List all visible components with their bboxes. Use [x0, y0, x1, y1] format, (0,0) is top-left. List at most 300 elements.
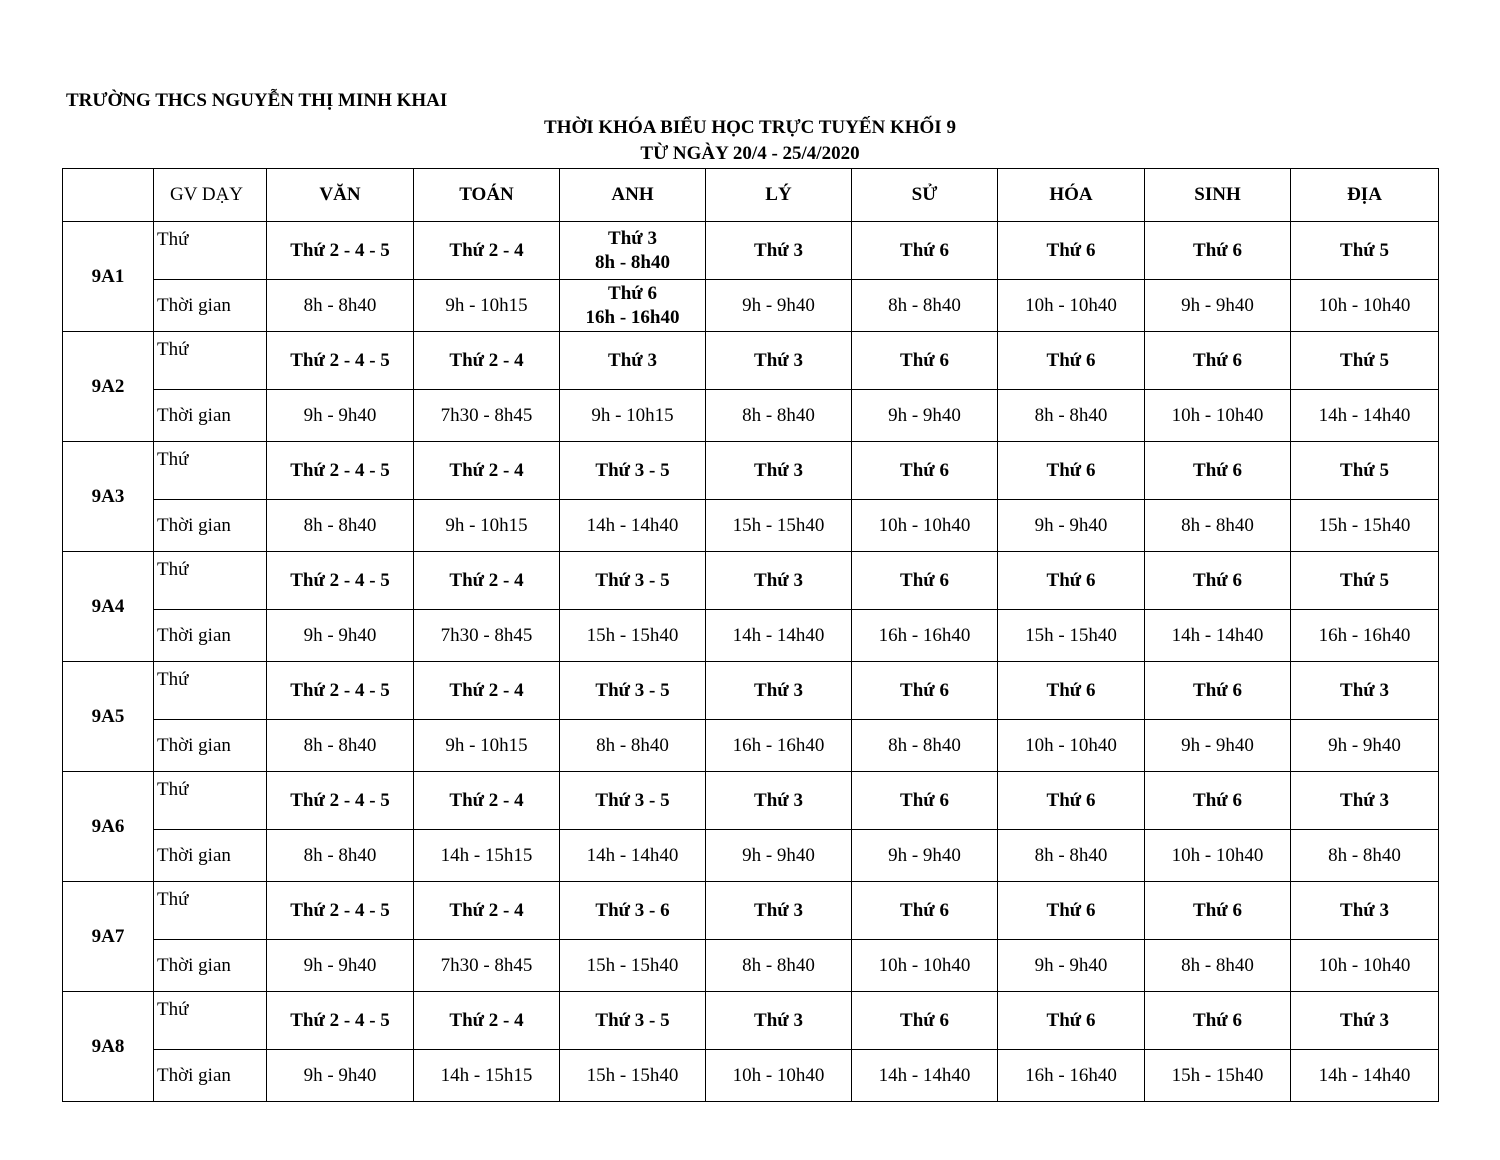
day-cell	[998, 992, 1145, 1050]
time-cell	[267, 280, 414, 332]
row-label-time: Thời gian	[154, 720, 267, 772]
time-text: 14h - 14h40	[732, 624, 825, 646]
time-text: 9h - 9h40	[303, 624, 377, 646]
day-cell	[414, 552, 560, 610]
time-cell	[1145, 390, 1291, 442]
time-cell	[998, 720, 1145, 772]
time-cell	[706, 830, 852, 882]
day-text: Thứ 6	[1193, 1009, 1242, 1031]
day-cell	[560, 662, 706, 720]
day-text: Thứ 3	[754, 349, 803, 371]
day-cell	[1291, 882, 1439, 940]
day-cell	[560, 332, 706, 390]
day-cell	[1145, 442, 1291, 500]
time-cell	[414, 830, 560, 882]
day-text: Thứ 3	[1340, 1009, 1389, 1031]
time-text: 8h - 8h40	[303, 734, 377, 756]
class-time-row	[63, 280, 1439, 332]
class-day-row	[63, 222, 1439, 280]
row-label-time: Thời gian	[154, 390, 267, 442]
time-cell	[1291, 280, 1439, 332]
time-cell	[852, 1050, 998, 1102]
time-text: 14h - 14h40	[1318, 404, 1411, 426]
subject-header: ĐỊA	[1291, 169, 1439, 222]
time-cell	[852, 830, 998, 882]
day-cell	[267, 992, 414, 1050]
day-text: Thứ 5	[1340, 569, 1389, 591]
class-time-row	[63, 610, 1439, 662]
time-cell	[1291, 720, 1439, 772]
time-cell	[414, 390, 560, 442]
day-text: Thứ 6	[1193, 459, 1242, 481]
time-cell	[998, 1050, 1145, 1102]
day-cell	[1291, 662, 1439, 720]
day-cell	[267, 662, 414, 720]
day-text: Thứ 2 - 4	[449, 459, 524, 481]
day-text: Thứ 5	[1340, 349, 1389, 371]
time-text: 9h - 9h40	[1034, 514, 1108, 536]
time-cell	[1291, 610, 1439, 662]
day-text: Thứ 6	[1193, 239, 1242, 261]
school-name: TRƯỜNG THCS NGUYỄN THỊ MINH KHAI	[66, 90, 448, 111]
day-text: Thứ 3	[754, 239, 803, 261]
time-text: 14h - 14h40	[1318, 1064, 1411, 1086]
time-cell	[706, 1050, 852, 1102]
day-text: Thứ 6	[900, 239, 949, 261]
day-text: Thứ 6	[900, 899, 949, 921]
time-text: 14h - 14h40	[1171, 624, 1264, 646]
day-text: Thứ 3 - 6	[595, 899, 670, 921]
class-time-row	[63, 830, 1439, 882]
time-text: 9h - 10h15	[445, 514, 528, 536]
time-cell	[852, 720, 998, 772]
day-text: Thứ 2 - 4	[449, 1009, 524, 1031]
day-cell	[414, 222, 560, 280]
day-text: Thứ 2 - 4 - 5	[290, 679, 390, 701]
day-cell	[1145, 332, 1291, 390]
day-text: Thứ 6	[1193, 349, 1242, 371]
time-text: 14h - 14h40	[878, 1064, 971, 1086]
time-cell	[414, 940, 560, 992]
row-label-day: Thứ	[154, 772, 267, 830]
day-cell	[706, 552, 852, 610]
subject-header: VĂN	[267, 169, 414, 222]
time-text: 8h - 8h40	[1034, 844, 1108, 866]
day-cell	[414, 992, 560, 1050]
day-cell	[1145, 662, 1291, 720]
day-cell	[267, 332, 414, 390]
day-cell	[1145, 772, 1291, 830]
day-text: Thứ 6	[1193, 899, 1242, 921]
day-cell	[414, 332, 560, 390]
time-cell	[706, 500, 852, 552]
day-cell	[267, 882, 414, 940]
class-day-row	[63, 772, 1439, 830]
time-text: 16h - 16h40	[732, 734, 825, 756]
time-text: 15h - 15h40	[586, 954, 679, 976]
time-cell	[1291, 390, 1439, 442]
time-cell	[1145, 610, 1291, 662]
day-cell	[998, 662, 1145, 720]
day-cell	[998, 772, 1145, 830]
time-cell	[998, 610, 1145, 662]
day-text: Thứ 5	[1340, 459, 1389, 481]
day-cell	[1291, 442, 1439, 500]
time-text: 8h - 8h40	[742, 954, 815, 976]
day-text: Thứ 3	[608, 227, 657, 249]
class-time-row	[63, 390, 1439, 442]
time-text: 7h30 - 8h45	[440, 624, 533, 646]
time-cell	[414, 1050, 560, 1102]
time-cell	[1291, 830, 1439, 882]
row-label-time: Thời gian	[154, 830, 267, 882]
day-cell	[706, 992, 852, 1050]
time-cell	[706, 610, 852, 662]
time-text: 9h - 9h40	[888, 844, 961, 866]
time-cell	[852, 280, 998, 332]
class-time-row	[63, 500, 1439, 552]
day-text: Thứ 6	[900, 1009, 949, 1031]
day-cell	[706, 222, 852, 280]
time-cell	[1145, 940, 1291, 992]
time-text: 15h - 15h40	[1171, 1064, 1264, 1086]
time-text: 8h - 8h40	[1328, 844, 1401, 866]
time-text: 8h - 8h40	[1181, 514, 1254, 536]
time-cell	[267, 1050, 414, 1102]
time-cell	[414, 280, 560, 332]
time-cell	[414, 500, 560, 552]
time-text: 15h - 15h40	[586, 1064, 679, 1086]
time-cell	[1291, 1050, 1439, 1102]
time-cell	[852, 500, 998, 552]
day-cell	[852, 552, 998, 610]
day-text: Thứ 6	[900, 459, 949, 481]
class-time-row	[63, 720, 1439, 772]
time-text: 9h - 9h40	[742, 844, 815, 866]
time-cell	[706, 720, 852, 772]
time-cell	[560, 830, 706, 882]
time-cell	[414, 720, 560, 772]
day-cell	[1291, 772, 1439, 830]
day-cell	[414, 442, 560, 500]
day-text: Thứ 3	[754, 789, 803, 811]
day-text: Thứ 3	[754, 679, 803, 701]
class-day-row	[63, 552, 1439, 610]
time-cell	[267, 720, 414, 772]
class-name: 9A7	[63, 882, 154, 992]
day-cell	[1291, 992, 1439, 1050]
time-text: 8h - 8h40	[742, 404, 815, 426]
day-cell	[706, 882, 852, 940]
day-text: Thứ 6	[1046, 239, 1096, 261]
day-cell	[1145, 882, 1291, 940]
day-text: Thứ 6	[1193, 789, 1242, 811]
time-cell	[560, 280, 706, 332]
day-text: Thứ 2 - 4 - 5	[290, 459, 390, 481]
time-cell	[852, 390, 998, 442]
day-cell	[852, 992, 998, 1050]
time-cell	[706, 940, 852, 992]
date-range: TỪ NGÀY 20/4 - 25/4/2020	[640, 143, 860, 164]
class-name: 9A5	[63, 662, 154, 772]
time-text: 7h30 - 8h45	[440, 404, 533, 426]
time-text: 8h - 8h40	[596, 734, 669, 756]
day-text: Thứ 3	[754, 459, 803, 481]
day-cell	[267, 772, 414, 830]
day-cell	[852, 222, 998, 280]
time-text-line2: 16h - 16h40	[585, 306, 680, 328]
day-text: Thứ 5	[1340, 239, 1389, 261]
time-text: 7h30 - 8h45	[440, 954, 533, 976]
time-text: 8h - 8h40	[303, 294, 377, 316]
day-text: Thứ 6	[900, 569, 949, 591]
day-text: Thứ 2 - 4 - 5	[290, 569, 390, 591]
class-name: 9A4	[63, 552, 154, 662]
day-cell	[560, 442, 706, 500]
time-text: 9h - 9h40	[1328, 734, 1401, 756]
day-cell	[706, 332, 852, 390]
day-cell	[852, 662, 998, 720]
time-cell	[1291, 940, 1439, 992]
day-cell	[267, 442, 414, 500]
class-name: 9A8	[63, 992, 154, 1102]
day-text: Thứ 2 - 4 - 5	[290, 1009, 390, 1031]
time-cell	[267, 500, 414, 552]
time-text: 8h - 8h40	[888, 294, 961, 316]
day-text: Thứ 3	[608, 349, 657, 371]
day-cell	[560, 552, 706, 610]
time-cell	[1145, 720, 1291, 772]
day-text: Thứ 3	[1340, 789, 1389, 811]
day-text: Thứ 2 - 4	[449, 789, 524, 811]
class-time-row	[63, 1050, 1439, 1102]
time-text: 10h - 10h40	[878, 954, 971, 976]
day-text: Thứ 2 - 4 - 5	[290, 349, 390, 371]
subject-header: SỬ	[852, 169, 998, 222]
time-text: 15h - 15h40	[732, 514, 825, 536]
day-cell	[998, 552, 1145, 610]
day-cell	[1145, 992, 1291, 1050]
time-text: 15h - 15h40	[1318, 514, 1411, 536]
time-cell	[998, 940, 1145, 992]
class-name: 9A6	[63, 772, 154, 882]
row-label-day: Thứ	[154, 442, 267, 500]
time-cell	[998, 390, 1145, 442]
subject-header: HÓA	[998, 169, 1145, 222]
time-cell	[414, 610, 560, 662]
time-cell	[560, 610, 706, 662]
time-cell	[560, 940, 706, 992]
time-cell	[267, 830, 414, 882]
time-text: 14h - 14h40	[586, 844, 679, 866]
day-text: Thứ 3 - 5	[595, 459, 670, 481]
day-cell	[1145, 552, 1291, 610]
time-cell	[852, 610, 998, 662]
day-text-line2: 8h - 8h40	[595, 251, 670, 273]
row-label-day: Thứ	[154, 222, 267, 280]
teacher-header: GV DẠY	[154, 169, 267, 222]
day-cell	[852, 332, 998, 390]
day-cell	[1291, 222, 1439, 280]
row-label-day: Thứ	[154, 552, 267, 610]
day-cell	[560, 772, 706, 830]
class-day-row	[63, 442, 1439, 500]
time-cell	[1145, 830, 1291, 882]
day-text: Thứ 2 - 4 - 5	[290, 899, 390, 921]
time-text: 10h - 10h40	[1025, 734, 1117, 756]
day-cell	[998, 222, 1145, 280]
time-text: 9h - 9h40	[888, 404, 961, 426]
day-cell	[414, 882, 560, 940]
day-cell	[560, 222, 706, 280]
day-cell	[1291, 552, 1439, 610]
time-text: 10h - 10h40	[1318, 294, 1411, 316]
time-text: 9h - 9h40	[1034, 954, 1108, 976]
day-text: Thứ 3 - 5	[595, 679, 670, 701]
day-text: Thứ 3	[1340, 679, 1389, 701]
subject-header: TOÁN	[414, 169, 560, 222]
day-text: Thứ 6	[1193, 679, 1242, 701]
day-cell	[852, 442, 998, 500]
time-text: 16h - 16h40	[878, 624, 971, 646]
time-text: 14h - 15h15	[440, 1064, 533, 1086]
time-text: 9h - 9h40	[303, 954, 377, 976]
time-text: 8h - 8h40	[303, 844, 377, 866]
time-text: 16h - 16h40	[1025, 1064, 1117, 1086]
time-cell	[560, 720, 706, 772]
day-cell	[998, 332, 1145, 390]
time-text: 10h - 10h40	[1318, 954, 1411, 976]
time-text: 9h - 9h40	[1181, 294, 1254, 316]
subject-header: SINH	[1145, 169, 1291, 222]
time-text: 9h - 10h15	[445, 734, 528, 756]
time-text: 9h - 9h40	[742, 294, 815, 316]
day-text: Thứ 6	[1046, 1009, 1096, 1031]
time-cell	[1145, 280, 1291, 332]
class-name: 9A1	[63, 222, 154, 332]
day-text: Thứ 3	[754, 899, 803, 921]
time-cell	[267, 390, 414, 442]
day-cell	[852, 882, 998, 940]
class-name: 9A2	[63, 332, 154, 442]
time-text: 10h - 10h40	[1171, 404, 1264, 426]
time-cell	[560, 500, 706, 552]
day-text: Thứ 3	[1340, 899, 1389, 921]
time-cell	[706, 390, 852, 442]
row-label-time: Thời gian	[154, 500, 267, 552]
day-cell	[414, 772, 560, 830]
day-text: Thứ 6	[900, 679, 949, 701]
time-text: 15h - 15h40	[586, 624, 679, 646]
row-label-day: Thứ	[154, 662, 267, 720]
class-day-row	[63, 332, 1439, 390]
time-text: 10h - 10h40	[1171, 844, 1264, 866]
day-cell	[998, 442, 1145, 500]
day-text: Thứ 3	[754, 1009, 803, 1031]
class-day-row	[63, 882, 1439, 940]
day-text: Thứ 3 - 5	[595, 789, 670, 811]
class-day-row	[63, 662, 1439, 720]
day-text: Thứ 2 - 4 - 5	[290, 239, 390, 261]
row-label-time: Thời gian	[154, 940, 267, 992]
row-label-time: Thời gian	[154, 610, 267, 662]
day-text: Thứ 6	[900, 349, 949, 371]
day-text: Thứ 2 - 4 - 5	[290, 789, 390, 811]
day-text: Thứ 2 - 4	[449, 239, 524, 261]
day-text: Thứ 6	[1046, 459, 1096, 481]
time-text: 9h - 10h15	[445, 294, 528, 316]
row-label-day: Thứ	[154, 332, 267, 390]
time-text: 8h - 8h40	[1034, 404, 1108, 426]
time-text: 8h - 8h40	[888, 734, 961, 756]
day-text: Thứ 2 - 4	[449, 569, 524, 591]
time-text: Thứ 6	[608, 282, 657, 304]
day-cell	[414, 662, 560, 720]
time-text: 9h - 10h15	[591, 404, 674, 426]
day-cell	[1145, 222, 1291, 280]
day-cell	[706, 442, 852, 500]
day-cell	[267, 222, 414, 280]
corner-cell	[63, 169, 154, 222]
subject-header: ANH	[560, 169, 706, 222]
day-text: Thứ 6	[900, 789, 949, 811]
row-label-time: Thời gian	[154, 1050, 267, 1102]
time-cell	[1145, 500, 1291, 552]
time-text: 10h - 10h40	[878, 514, 971, 536]
day-cell	[1291, 332, 1439, 390]
class-day-row	[63, 992, 1439, 1050]
row-label-day: Thứ	[154, 882, 267, 940]
time-text: 8h - 8h40	[303, 514, 377, 536]
day-text: Thứ 6	[1193, 569, 1242, 591]
day-text: Thứ 6	[1046, 349, 1096, 371]
day-text: Thứ 2 - 4	[449, 899, 524, 921]
day-text: Thứ 6	[1046, 789, 1096, 811]
subject-header: LÝ	[706, 169, 852, 222]
day-cell	[852, 772, 998, 830]
day-cell	[560, 882, 706, 940]
time-text: 10h - 10h40	[1025, 294, 1117, 316]
day-text: Thứ 6	[1046, 899, 1096, 921]
day-text: Thứ 3	[754, 569, 803, 591]
time-text: 14h - 15h15	[440, 844, 533, 866]
day-cell	[560, 992, 706, 1050]
day-cell	[706, 772, 852, 830]
time-text: 9h - 9h40	[303, 404, 377, 426]
time-cell	[560, 390, 706, 442]
time-text: 15h - 15h40	[1025, 624, 1117, 646]
day-text: Thứ 6	[1046, 569, 1096, 591]
row-label-day: Thứ	[154, 992, 267, 1050]
time-text: 16h - 16h40	[1318, 624, 1411, 646]
day-text: Thứ 3 - 5	[595, 1009, 670, 1031]
class-name: 9A3	[63, 442, 154, 552]
day-text: Thứ 2 - 4	[449, 679, 524, 701]
day-cell	[706, 662, 852, 720]
document-title: THỜI KHÓA BIỂU HỌC TRỰC TUYẾN KHỐI 9	[544, 117, 956, 138]
day-cell	[267, 552, 414, 610]
time-cell	[706, 280, 852, 332]
day-text: Thứ 2 - 4	[449, 349, 524, 371]
day-text: Thứ 3 - 5	[595, 569, 670, 591]
time-cell	[1291, 500, 1439, 552]
time-text: 9h - 9h40	[303, 1064, 377, 1086]
time-cell	[1145, 1050, 1291, 1102]
header-row	[63, 169, 1439, 222]
time-text: 9h - 9h40	[1181, 734, 1254, 756]
day-cell	[998, 882, 1145, 940]
time-cell	[267, 610, 414, 662]
